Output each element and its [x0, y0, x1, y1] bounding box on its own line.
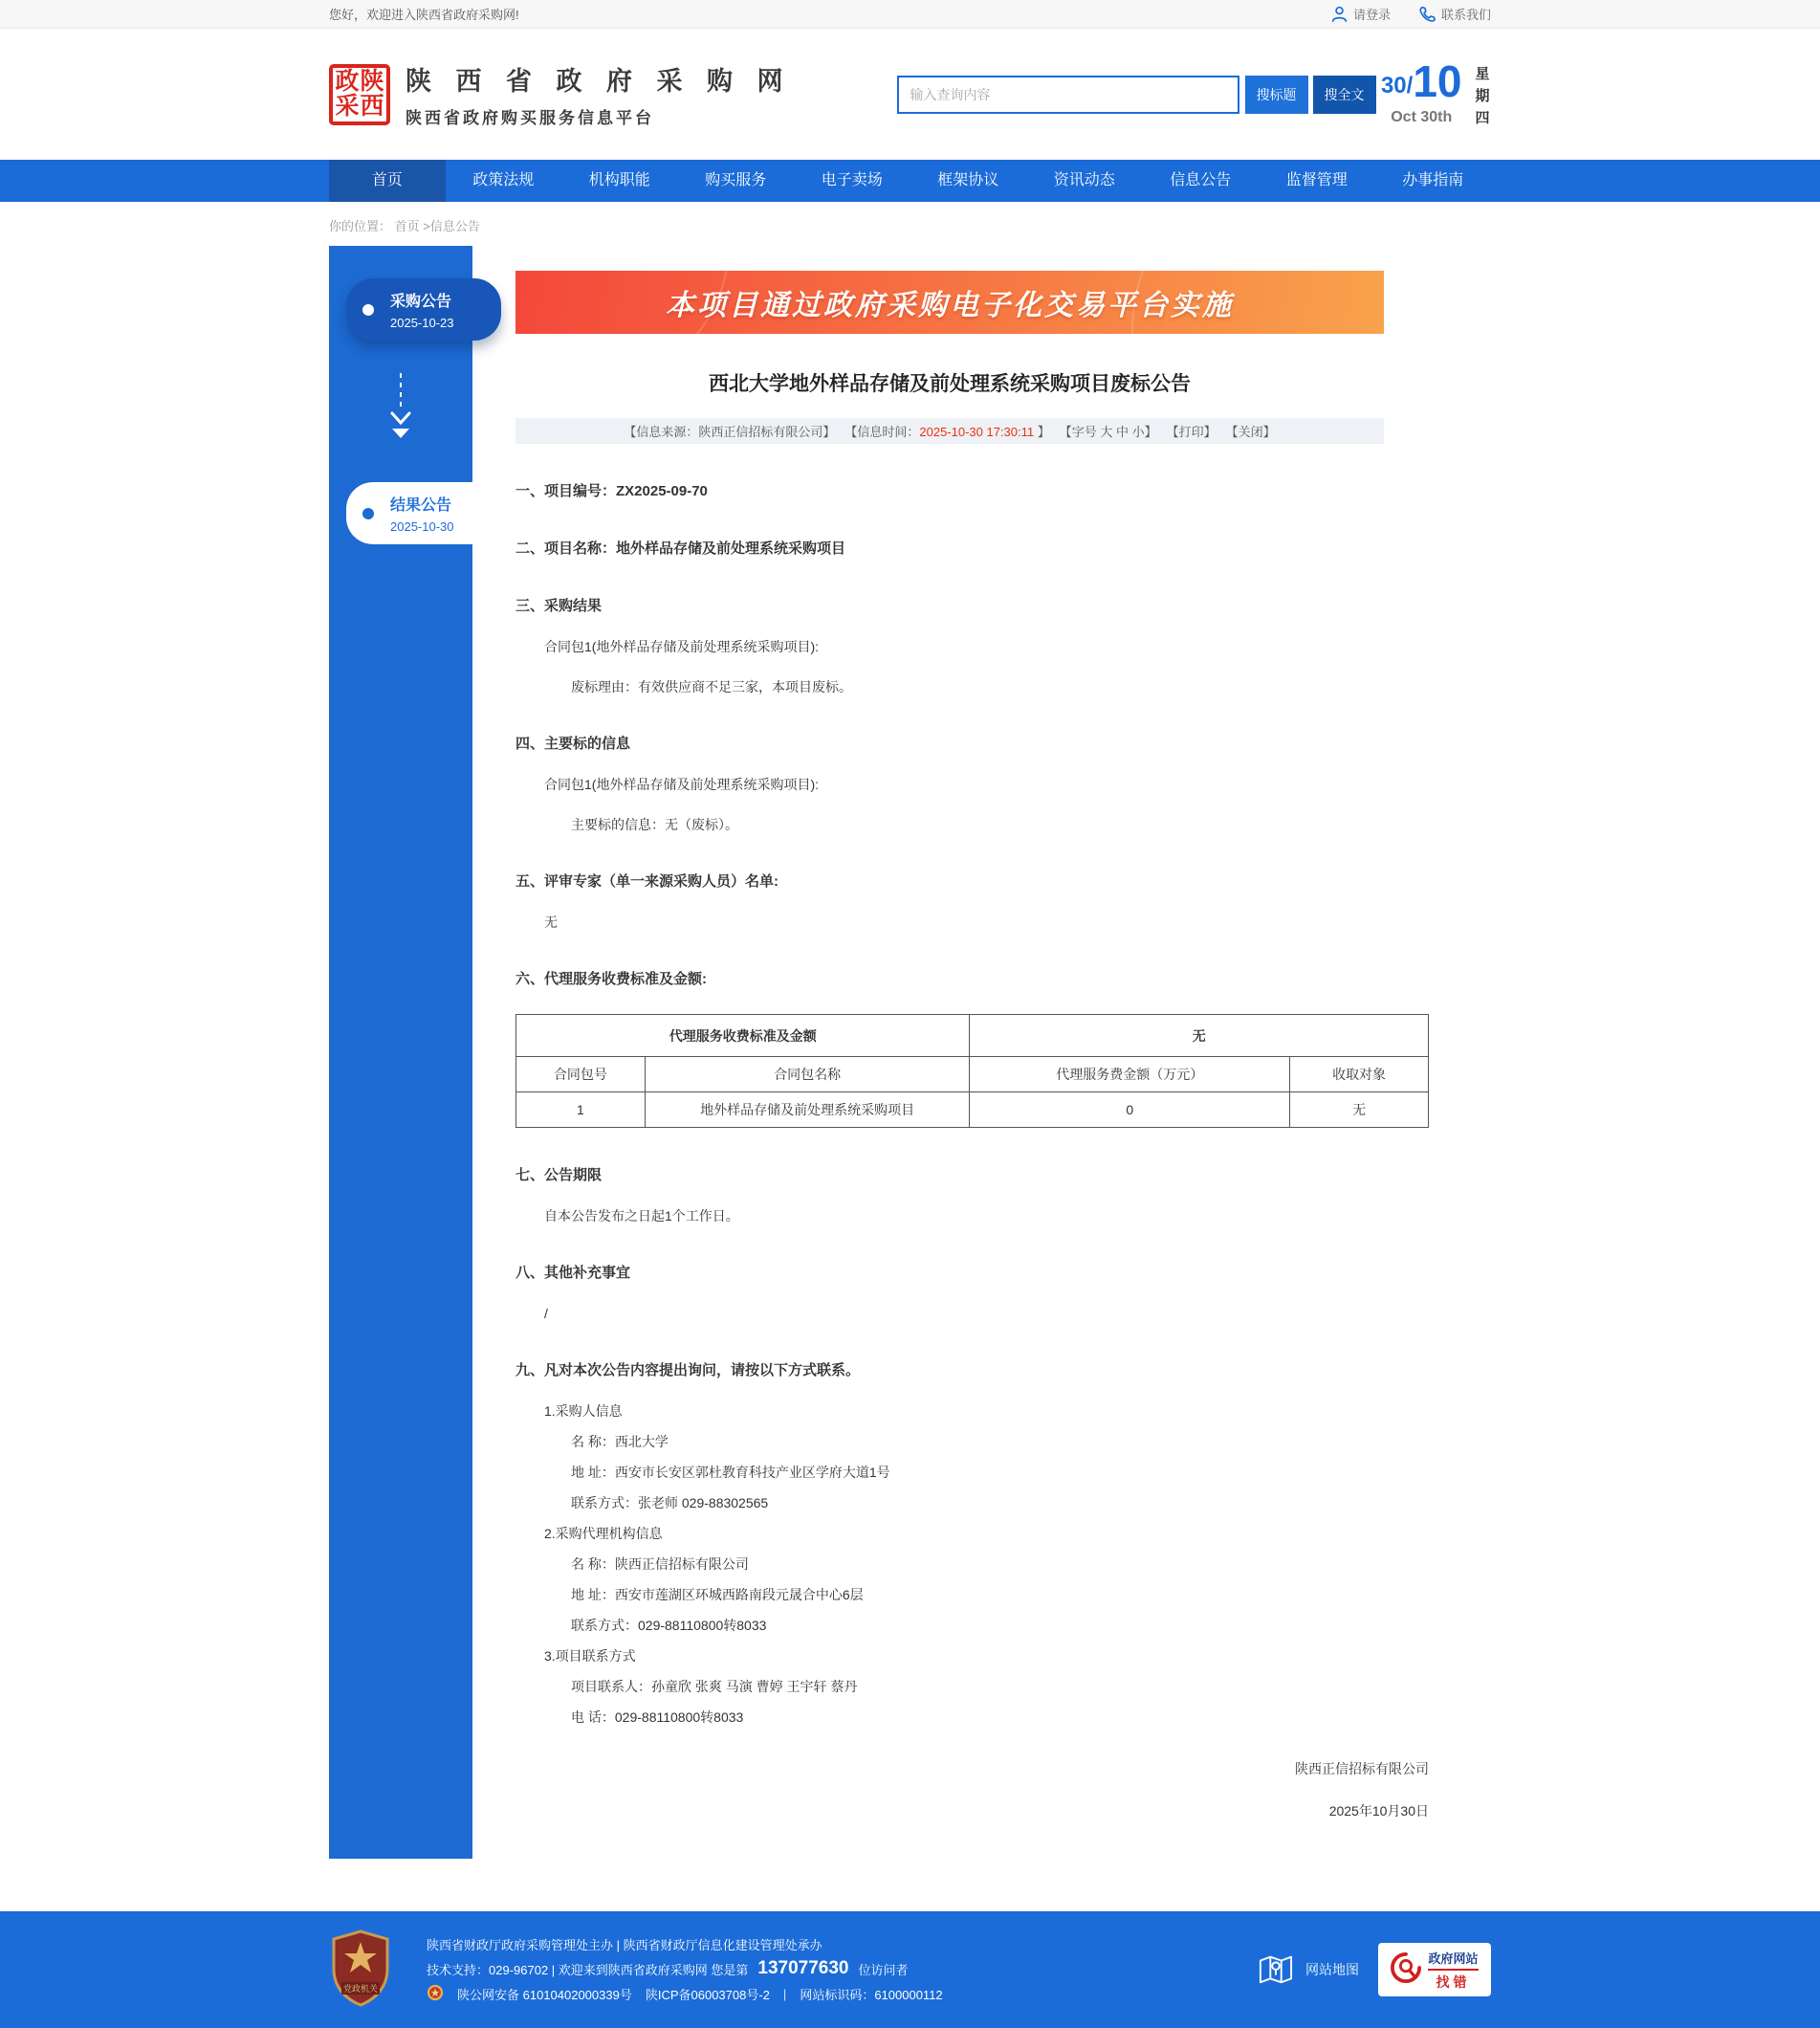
meta-timestamp: 2025-10-30 17:30:11	[919, 425, 1035, 439]
site-title: 陕 西 省 政 府 采 购 网	[406, 67, 792, 96]
print-button[interactable]: 【打印】	[1166, 425, 1217, 439]
search-title-button[interactable]: 搜标题	[1245, 76, 1308, 114]
contact-line: 地 址：西安市长安区郭杜教育科技产业区学府大道1号	[571, 1465, 890, 1480]
nav-item-purchase-services[interactable]: 购买服务	[705, 172, 767, 188]
date-english: Oct 30th	[1391, 108, 1453, 125]
login-link[interactable]: 请登录	[1331, 5, 1391, 23]
badge-subtitle: 找错	[1436, 1973, 1471, 1990]
svg-text:党政机关: 党政机关	[342, 1983, 379, 1994]
logo-seal-icon: 政 陕 采 西	[329, 64, 390, 125]
topbar	[0, 0, 1820, 29]
arrow-down-icon	[388, 371, 413, 446]
section-8-heading: 八、其他补充事宜	[515, 1265, 631, 1281]
map-icon	[1258, 1951, 1294, 1989]
table-merged-cell: 无	[970, 1015, 1429, 1057]
table-header-cell: 合同包号	[516, 1057, 646, 1092]
contact-line: 联系方式：张老师 029-88302565	[571, 1495, 769, 1510]
table-header-cell: 收取对象	[1290, 1057, 1429, 1092]
nav-item-service-guide[interactable]: 办事指南	[1402, 172, 1464, 188]
nav-item-functions[interactable]: 机构职能	[588, 172, 650, 188]
user-icon	[1331, 6, 1348, 22]
nav-item-e-marketplace[interactable]: 电子卖场	[821, 172, 883, 188]
agency-fee-table	[515, 1014, 1429, 1128]
search-fulltext-button[interactable]: 搜全文	[1313, 76, 1376, 114]
site-logo[interactable]	[329, 60, 792, 128]
section-9-heading: 九、凡对本次公告内容提出询问，请按以下方式联系。	[515, 1362, 861, 1378]
nav-item-news[interactable]: 资讯动态	[1053, 172, 1115, 188]
platform-banner	[515, 271, 1384, 334]
section-7-paragraph: 自本公告发布之日起1个工作日。	[544, 1208, 739, 1223]
table-cell: 地外样品存储及前处理系统采购项目	[645, 1092, 970, 1128]
nav-item-home[interactable]: 首页	[329, 160, 446, 202]
section-5-paragraph: 无	[544, 915, 558, 930]
font-size-control[interactable]: 【字号 大 中 小】	[1059, 425, 1157, 439]
date-widget	[1380, 55, 1491, 130]
search-input[interactable]	[897, 76, 1239, 114]
article-content	[472, 246, 1491, 1859]
breadcrumb-current[interactable]: >信息公告	[423, 219, 480, 233]
section-6-heading: 六、代理服务收费标准及金额:	[515, 971, 707, 987]
contact-line: 电 话：029-88110800转8033	[571, 1709, 744, 1725]
gov-website-error-report-badge[interactable]	[1378, 1943, 1491, 1996]
sidebar-item-procurement-notice[interactable]: 采购公告 2025-10-23	[346, 278, 501, 341]
nav-item-policies[interactable]: 政策法规	[472, 172, 535, 188]
banner-text: 本项目通过政府采购电子化交易平台实施	[666, 290, 1234, 321]
contact-group-title: 3.项目联系方式	[544, 1648, 636, 1664]
breadcrumb	[329, 202, 1491, 246]
section-4-paragraph: 主要标的信息：无（废标）。	[571, 817, 738, 832]
signature-block	[515, 1759, 1429, 1820]
nav-item-supervision[interactable]: 监督管理	[1285, 172, 1348, 188]
breadcrumb-label: 你的位置：	[329, 219, 392, 233]
section-3-paragraph: 合同包1(地外样品存储及前处理系统采购项目):	[544, 639, 819, 654]
table-cell: 1	[516, 1092, 646, 1128]
breadcrumb-home[interactable]: 首页	[394, 219, 420, 233]
sitemap-link[interactable]: 网站地图	[1258, 1951, 1359, 1989]
announcement-sidebar	[329, 246, 472, 1859]
site-subtitle: 陕西省政府购买服务信息平台	[406, 109, 654, 127]
badge-title: 政府网站	[1428, 1949, 1478, 1971]
date-weekday: 星期四	[1475, 65, 1490, 127]
nav-item-announcements[interactable]: 信息公告	[1170, 172, 1232, 188]
search-bar	[897, 76, 1376, 114]
site-footer	[0, 1911, 1820, 2028]
contact-us-link[interactable]: 联系我们	[1419, 5, 1491, 23]
nav-item-framework-agreements[interactable]: 框架协议	[937, 172, 999, 188]
date-day: 30/	[1380, 72, 1414, 99]
table-merged-cell: 代理服务收费标准及金额	[516, 1015, 970, 1057]
footer-organizer-line: 陕西省财政厅政府采购管理处主办 | 陕西省财政厅信息化建设管理处承办	[427, 1938, 822, 1952]
article-meta-bar	[515, 418, 1384, 444]
welcome-text: 您好，欢迎进入陕西省政府采购网!	[329, 8, 519, 22]
contact-line: 项目联系人：孙童欣 张爽 马演 曹婷 王宇轩 蔡丹	[571, 1679, 858, 1694]
close-button[interactable]: 【关闭】	[1225, 425, 1276, 439]
table-row	[516, 1092, 1429, 1128]
table-row	[516, 1015, 1429, 1057]
police-beian-link[interactable]: 陕公网安备 61010402000339号	[457, 1988, 632, 2002]
bullet-icon	[362, 304, 374, 316]
table-cell: 无	[1290, 1092, 1429, 1128]
contact-line: 地 址：西安市莲湖区环城西路南段元晟合中心6层	[571, 1587, 864, 1602]
main-nav	[0, 160, 1820, 202]
footer-beian-line: 陕公网安备 61010402000339号 陕ICP备06003708号-2 | 网站标识码：6100000112	[427, 1984, 943, 2004]
meta-source: 【信息来源：陕西正信招标有限公司】	[624, 425, 836, 439]
site-header	[0, 29, 1820, 160]
meta-time: 【信息时间：2025-10-30 17:30:11 】	[844, 425, 1050, 439]
bullet-icon	[362, 508, 374, 519]
article-body	[515, 482, 1429, 1820]
section-2-heading: 二、项目名称：地外样品存储及前处理系统采购项目	[515, 540, 846, 557]
footer-visitor-line: 技术支持：029-96702 | 欢迎来到陕西省政府采购网 您是第 137077630 位访问者	[427, 1958, 909, 1978]
page-title: 西北大学地外样品存储及前处理系统采购项目废标公告	[709, 373, 1191, 395]
sidebar-item-result-notice[interactable]: 结果公告 2025-10-30	[346, 482, 501, 544]
table-cell: 0	[970, 1092, 1290, 1128]
section-3-heading: 三、采购结果	[515, 598, 603, 614]
signature-date: 2025年10月30日	[1328, 1803, 1429, 1819]
party-gov-shield-icon	[329, 1929, 392, 2012]
contact-line: 名 称：陕西正信招标有限公司	[571, 1556, 749, 1572]
site-code: 网站标识码：6100000112	[800, 1988, 943, 2002]
phone-icon	[1419, 6, 1436, 22]
table-header-cell: 合同包名称	[645, 1057, 970, 1092]
signature-company: 陕西正信招标有限公司	[1295, 1761, 1429, 1776]
date-month: 10	[1413, 55, 1462, 106]
magnifier-logo-icon	[1391, 1952, 1421, 1988]
contact-group-title: 1.采购人信息	[544, 1403, 623, 1419]
police-emblem-icon	[427, 1984, 444, 2004]
section-5-heading: 五、评审专家（单一来源采购人员）名单:	[515, 873, 778, 890]
section-4-heading: 四、主要标的信息	[515, 736, 631, 752]
table-header-row	[516, 1057, 1429, 1092]
contact-line: 名 称：西北大学	[571, 1434, 669, 1449]
section-8-paragraph: /	[544, 1306, 548, 1321]
section-7-heading: 七、公告期限	[515, 1167, 603, 1183]
contact-line: 联系方式：029-88110800转8033	[571, 1618, 767, 1633]
visitor-count: 137077630	[757, 1958, 849, 1978]
section-4-paragraph: 合同包1(地外样品存储及前处理系统采购项目):	[544, 777, 819, 792]
icp-beian-link[interactable]: 陕ICP备06003708号-2	[645, 1988, 770, 2002]
contact-group-title: 2.采购代理机构信息	[544, 1526, 663, 1541]
section-3-paragraph: 废标理由：有效供应商不足三家，本项目废标。	[571, 679, 852, 694]
section-1-heading: 一、项目编号：ZX2025-09-70	[515, 483, 708, 499]
table-header-cell: 代理服务费金额（万元）	[970, 1057, 1290, 1092]
